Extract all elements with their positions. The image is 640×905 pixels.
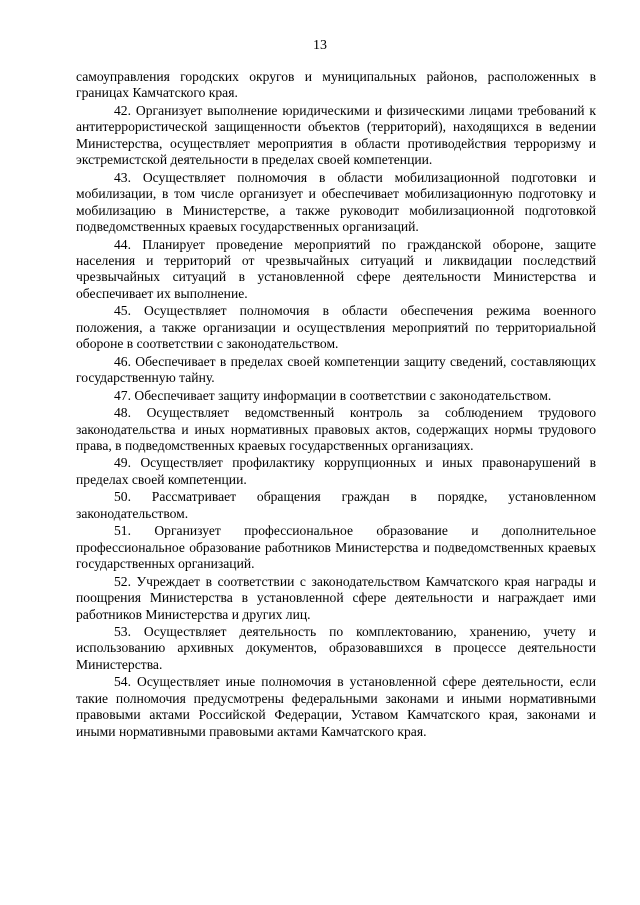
paragraph-item: 49. Осуществляет профилактику коррупционных и иных правонарушений в пределах своей компетенции. <box>76 455 596 487</box>
paragraph-item: 52. Учреждает в соответствии с законодательством Камчатского края награды и поощрения Министерства в установленной сфере деятельности и награждает ими работников Министерства и других лиц. <box>76 573 596 622</box>
paragraph-item: 46. Обеспечивает в пределах своей компетенции защиту сведений, составляющих государственную тайну. <box>76 353 596 386</box>
paragraph-item: 44. Планирует проведение мероприятий по гражданской обороне, защите населения и территорий от чрезвычайных ситуаций и ликвидации последствий чрезвычайных ситуаций в установленной сфере деятельности Министерства и обеспечивает их выполнение. <box>76 236 596 301</box>
paragraph-item: 50. Рассматривает обращения граждан в порядке, установленном законодательством. <box>76 489 596 521</box>
paragraph-item: 48. Осуществляет ведомственный контроль за соблюдением трудового законодательства и иных нормативных правовых актов, содержащих нормы трудового права, в подведомственных краевых государственных организациях. <box>76 405 596 453</box>
paragraph-continuation: самоуправления городских округов и муниципальных районов, расположенных в границах Камчатского края. <box>76 69 596 101</box>
paragraph-item: 53. Осуществляет деятельность по комплектованию, хранению, учету и использованию архивных документов, образовавшихся в процессе деятельности Министерства. <box>76 623 596 672</box>
paragraph-item: 51. Организует профессиональное образование и дополнительное профессиональное образование работников Министерства и подведомственных краевых государственных организаций. <box>76 523 596 572</box>
document-body <box>76 69 596 741</box>
paragraph-item: 54. Осуществляет иные полномочия в установленной сфере деятельности, если такие полномочия предусмотрены федеральными законами и иными нормативными правовыми актами Российской Федерации, Уставом Камчатского края, законами и иными нормативными правовыми актами Камчатского края. <box>76 674 596 739</box>
page-number: 13 <box>313 38 327 53</box>
paragraph-item: 47. Обеспечивает защиту информации в соответствии с законодательством. <box>114 387 552 403</box>
paragraph-item: 43. Осуществляет полномочия в области мобилизационной подготовки и мобилизации, в том числе организует и обеспечивает мобилизационную подготовку и мобилизацию в Министерстве, а также руководит мобилизационной подготовкой подведомственных краевых государственных организаций. <box>76 169 596 235</box>
paragraph-item: 42. Организует выполнение юридическими и физическими лицами требований к антитеррористической защищенности объектов (территорий), находящихся в ведении Министерства, осуществляет мероприятия в области противодействия терроризму и экстремистской деятельности в пределах своей компетенции. <box>76 102 596 168</box>
paragraph-item: 45. Осуществляет полномочия в области обеспечения режима военного положения, а также организации и осуществления мероприятий по территориальной обороне в соответствии с законодательством. <box>76 303 596 352</box>
